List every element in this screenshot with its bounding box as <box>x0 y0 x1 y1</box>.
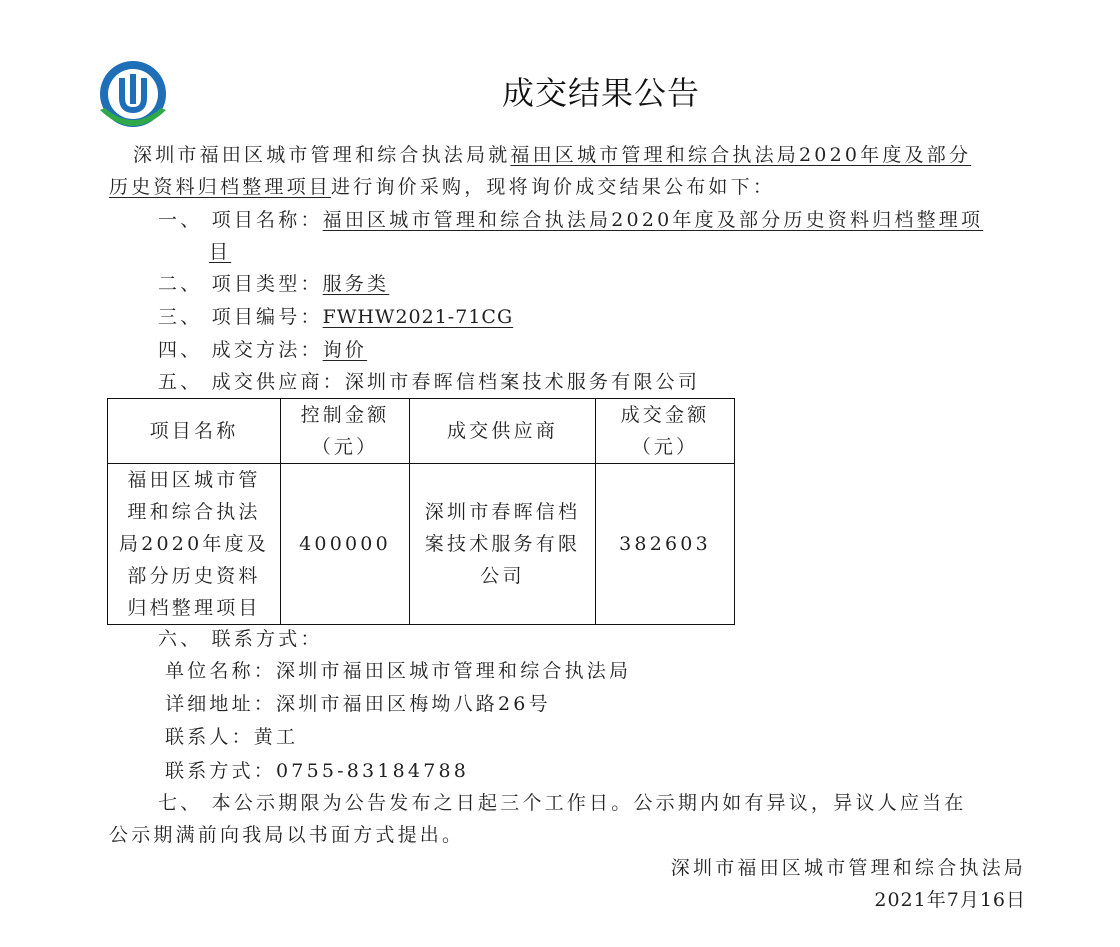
intro-line-1 <box>133 143 971 167</box>
cell-supplier <box>410 464 596 625</box>
item-project-name-cont <box>209 240 231 264</box>
item-value: 服务类 <box>322 273 390 295</box>
cell-line: 公司 <box>480 565 525 587</box>
cell-line: 理和综合执法 <box>127 501 261 523</box>
cell-line: 深圳市春晖信档 <box>424 501 581 523</box>
item-value: 询价 <box>322 339 368 361</box>
header-budget-label: 控制金额 <box>300 404 390 426</box>
contact-person: 联系人：黄工 <box>165 726 299 748</box>
table-row <box>108 464 735 625</box>
cell-budget: 400000 <box>281 464 410 625</box>
header-project-name: 项目名称 <box>108 399 281 464</box>
item-method <box>158 338 367 362</box>
header-amount <box>596 399 735 464</box>
header-supplier: 成交供应商 <box>410 399 596 464</box>
logo <box>95 60 173 134</box>
intro-suffix: 进行询价采购，现将询价成交结果公布如下： <box>331 176 776 198</box>
item-value: 深圳市春晖信档案技术服务有限公司 <box>344 371 701 393</box>
cell-amount: 382603 <box>596 464 735 625</box>
result-table <box>107 398 735 625</box>
emblem-icon <box>95 60 173 134</box>
item-value: FWHW2021-71CG <box>322 306 514 328</box>
header-budget <box>281 399 410 464</box>
contact-address: 详细地址：深圳市福田区梅坳八路26号 <box>165 693 551 715</box>
contact-heading: 六、 联系方式： <box>158 628 323 650</box>
notice-line-2: 公示期满前向我局以书面方式提出。 <box>109 824 465 846</box>
item-project-no <box>158 305 513 329</box>
cell-line: 案技术服务有限 <box>424 533 581 555</box>
item-value: 福田区城市管理和综合执法局2020年度及部分历史资料归档整理项 <box>322 209 984 231</box>
notice-line-1: 七、 本公示期限为公告发布之日起三个工作日。公示期内如有异议，异议人应当在 <box>158 792 967 814</box>
cell-line: 局2020年度及 <box>119 533 269 555</box>
header-amount-unit: （元） <box>631 436 699 458</box>
cell-line: 福田区城市管 <box>127 469 261 491</box>
intro-project-part2: 历史资料归档整理项目 <box>109 176 332 198</box>
cell-line: 部分历史资料 <box>127 565 261 587</box>
signature-date: 2021年7月16日 <box>874 889 1026 911</box>
item-label: 二、 项目类型： <box>158 273 323 295</box>
item-project-type <box>158 272 389 296</box>
item-label: 三、 项目编号： <box>158 306 323 328</box>
contact-phone: 联系方式：0755-83184788 <box>165 760 470 782</box>
intro-line-2 <box>109 175 775 199</box>
item-label: 四、 成交方法： <box>158 339 323 361</box>
intro-prefix: 深圳市福田区城市管理和综合执法局就 <box>133 144 511 166</box>
intro-project-part1: 福田区城市管理和综合执法局2020年度及部分 <box>510 144 972 166</box>
item-supplier <box>158 370 700 394</box>
item-label: 一、 项目名称： <box>158 209 323 231</box>
page-title: 成交结果公告 <box>502 74 701 112</box>
cell-project-name <box>108 464 281 625</box>
contact-unit: 单位名称：深圳市福田区城市管理和综合执法局 <box>165 660 632 682</box>
signature-org: 深圳市福田区城市管理和综合执法局 <box>670 857 1026 879</box>
table-header-row <box>108 399 735 464</box>
item-project-name <box>158 208 983 232</box>
header-budget-unit: （元） <box>311 436 379 458</box>
item-label: 五、 成交供应商： <box>158 371 345 393</box>
item-value-cont: 目 <box>209 241 232 263</box>
header-amount-label: 成交金额 <box>620 404 710 426</box>
cell-line: 归档整理项目 <box>127 597 261 619</box>
